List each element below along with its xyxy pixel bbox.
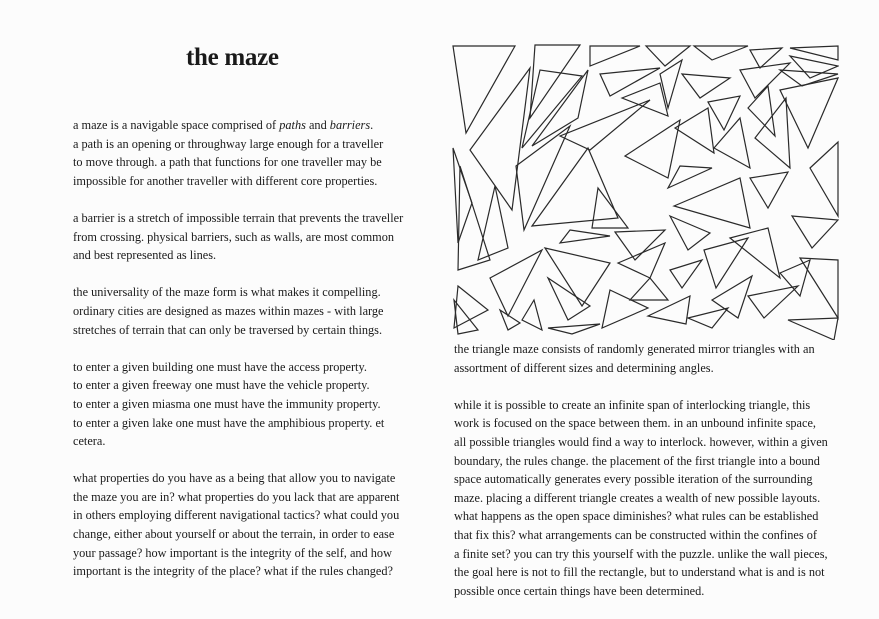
text-line: to enter a given lake one must have the amphibious property. et — [73, 415, 385, 430]
triangle — [675, 108, 714, 153]
barriers-term: barriers — [329, 118, 371, 132]
paragraph-interlocking — [454, 396, 839, 601]
text-line: in others employing different navigational tactics? what could you — [73, 508, 400, 523]
triangle-maze-drawing — [450, 38, 839, 340]
triangle — [708, 96, 740, 130]
figure-caption — [454, 340, 839, 377]
right-column — [454, 340, 839, 619]
triangle — [522, 300, 542, 330]
triangle — [615, 230, 665, 260]
text-line: space automatically generates every possible iteration of the surrounding — [454, 472, 813, 487]
text-line: cetera. — [73, 434, 106, 449]
paragraph-properties — [73, 358, 418, 451]
triangle-group — [453, 45, 838, 340]
text-line: stretches of terrain that can only be traversed by certain things. — [73, 322, 383, 337]
triangle — [714, 118, 750, 168]
text-line: and best represented as lines. — [73, 248, 217, 263]
text-line: all possible triangles would find a way to interlock. however, within a given — [454, 434, 828, 449]
text-span: a maze is a navigable space comprised of — [73, 118, 280, 132]
triangle — [674, 178, 750, 228]
text-span: . — [370, 118, 374, 132]
text-line: ordinary cities are designed as mazes within mazes - with large — [73, 303, 384, 318]
triangle — [453, 46, 515, 133]
text-line: assortment of different sizes and determining angles. — [454, 360, 714, 375]
text-line: the triangle maze consists of randomly generated mirror triangles with an — [454, 342, 815, 356]
triangle — [470, 68, 530, 210]
text-line: to enter a given building one must have the access property. — [73, 359, 367, 374]
triangle — [780, 260, 810, 296]
triangle — [688, 308, 728, 328]
triangle — [790, 56, 838, 78]
text-line: from crossing. physical barriers, such as walls, are most common — [73, 229, 395, 244]
triangle — [668, 166, 712, 188]
text-line: maze. placing a different triangle creates a wealth of new possible layouts. — [454, 490, 821, 505]
triangle — [592, 188, 628, 228]
text-line: impossible for another traveller with different core properties. — [73, 173, 378, 188]
text-line — [73, 116, 418, 135]
triangle — [694, 46, 748, 60]
triangle — [532, 148, 618, 226]
text-line: important is the integrity of the place? what if the rules changed? — [73, 564, 393, 579]
text-line: a path is an opening or throughway large enough for a traveller — [73, 136, 384, 151]
triangle — [682, 74, 730, 98]
triangle — [516, 126, 570, 230]
triangle — [490, 250, 542, 316]
text-line: the goal here is not to fill the rectangle, but to understand what is and is not — [454, 565, 825, 580]
left-column — [73, 116, 418, 599]
triangle — [560, 230, 610, 243]
text-line: the maze you are in? what properties do you lack that are apparent — [73, 489, 400, 504]
text-line: boundary, the rules change. the placement of the first triangle into a bound — [454, 453, 820, 468]
triangle — [560, 100, 650, 150]
triangle — [630, 278, 668, 300]
text-line: that fix this? what arrangements can be constructed within the confines of — [454, 527, 817, 542]
triangle — [532, 70, 588, 146]
text-line: a finite set? you can try this yourself with the puzzle. unlike the wall pieces, — [454, 546, 828, 561]
triangle — [602, 290, 648, 328]
triangle — [625, 120, 680, 178]
triangle — [646, 46, 690, 66]
text-line: your passage? how important is the integrity of the self, and how — [73, 545, 392, 560]
triangle — [792, 216, 838, 248]
text-line: what happens as the open space diminishes? what rules can be established — [454, 509, 819, 524]
triangle — [670, 260, 702, 288]
triangle — [600, 68, 660, 96]
triangle — [800, 258, 838, 318]
paths-term: paths — [279, 118, 306, 132]
triangle — [730, 228, 780, 278]
triangle — [740, 63, 790, 98]
triangle — [522, 70, 582, 148]
triangle — [548, 278, 590, 320]
triangle — [660, 60, 682, 108]
text-span: and — [305, 118, 330, 132]
triangle — [618, 243, 665, 278]
triangle — [670, 216, 710, 250]
paragraph-universality — [73, 283, 418, 339]
triangle — [622, 83, 668, 116]
text-line: what properties do you have as a being that allow you to navigate — [73, 471, 396, 486]
triangle-maze-figure — [450, 38, 839, 340]
text-line: while it is possible to create an infinite span of interlocking triangle, this — [454, 397, 811, 412]
triangle — [712, 276, 752, 318]
triangle — [810, 142, 838, 216]
triangle — [548, 324, 600, 334]
triangle — [704, 238, 748, 288]
text-line: possible once certain things have been determined. — [454, 583, 705, 598]
text-line: work is focused on the space between them. in an unbound infinite space, — [454, 416, 816, 431]
paragraph-barrier — [73, 209, 418, 265]
text-line: a barrier is a stretch of impossible terrain that prevents the traveller — [73, 210, 404, 225]
triangle — [458, 166, 490, 270]
text-line: to move through. a path that functions for one traveller may be — [73, 155, 382, 170]
page-title: the maze — [186, 44, 279, 71]
triangle — [748, 286, 798, 318]
text-line: change, either about yourself or about the terrain, in order to ease — [73, 527, 395, 542]
text-line: to enter a given miasma one must have the immunity property. — [73, 396, 381, 411]
triangle — [788, 318, 838, 340]
text-line: the universality of the maze form is what makes it compelling. — [73, 285, 381, 300]
paragraph-questions — [73, 469, 418, 581]
triangle — [750, 172, 788, 208]
paragraph-maze-definition — [73, 116, 418, 190]
text-line: to enter a given freeway one must have the vehicle property. — [73, 378, 370, 393]
triangle — [590, 46, 640, 66]
